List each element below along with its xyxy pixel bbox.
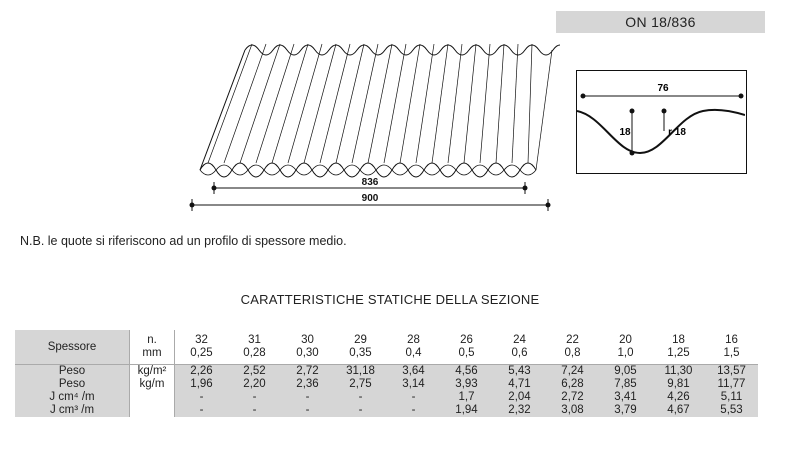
- model-title: ON 18/836: [556, 11, 765, 33]
- data-col: 3,64 3,14 - -: [387, 365, 440, 418]
- header-col: 20 1,0: [599, 330, 652, 365]
- data-col: 2,72 2,36 - -: [281, 365, 334, 418]
- dim-height-label: 18: [619, 127, 631, 138]
- header-units: [130, 330, 175, 365]
- header-col: 29 0,35: [334, 330, 387, 365]
- header-col: 24 0,6: [493, 330, 546, 365]
- data-col: 4,56 3,93 1,7 1,94: [440, 365, 493, 418]
- header-col: 22 0,8: [546, 330, 599, 365]
- section-properties-table: [15, 330, 758, 417]
- dim-radius-label: r 18: [668, 127, 686, 138]
- row-units: kg/m² kg/m: [130, 365, 175, 418]
- table-header-row: [15, 330, 758, 365]
- data-col: 31,18 2,75 - -: [334, 365, 387, 418]
- profile-detail-box: [576, 70, 747, 174]
- table-title: CARATTERISTICHE STATICHE DELLA SEZIONE: [240, 292, 540, 307]
- table-body-row: [15, 365, 758, 418]
- header-col: 31 0,28: [228, 330, 281, 365]
- data-col: 2,26 1,96 - -: [175, 365, 229, 418]
- dim-836-label: 836: [361, 177, 379, 188]
- data-col: 2,52 2,20 - -: [228, 365, 281, 418]
- header-col: 28 0,4: [387, 330, 440, 365]
- header-col: 18 1,25: [652, 330, 705, 365]
- profile-detail-drawing: [577, 71, 745, 172]
- header-col: 16 1,5: [705, 330, 758, 365]
- data-col: 13,57 11,77 5,11 5,53: [705, 365, 758, 418]
- unit-n: n.: [147, 334, 157, 346]
- data-col: 9,05 7,85 3,41 3,79: [599, 365, 652, 418]
- header-col: 30 0,30: [281, 330, 334, 365]
- row-labels: Peso Peso J cm⁴ /m J cm³ /m: [15, 365, 130, 418]
- profile-note: N.B. le quote si riferiscono ad un profilo di spessore medio.: [20, 234, 347, 248]
- data-col: 7,24 6,28 2,72 3,08: [546, 365, 599, 418]
- data-col: 5,43 4,71 2,04 2,32: [493, 365, 546, 418]
- corrugated-sheet-drawing: [180, 40, 560, 220]
- header-col: 32 0,25: [175, 330, 229, 365]
- dim-900-label: 900: [361, 193, 379, 204]
- unit-mm: mm: [142, 347, 162, 359]
- header-label-spessore: Spessore: [15, 330, 130, 365]
- header-col: 26 0,5: [440, 330, 493, 365]
- data-col: 11,30 9,81 4,26 4,67: [652, 365, 705, 418]
- dim-pitch-label: 76: [657, 83, 669, 94]
